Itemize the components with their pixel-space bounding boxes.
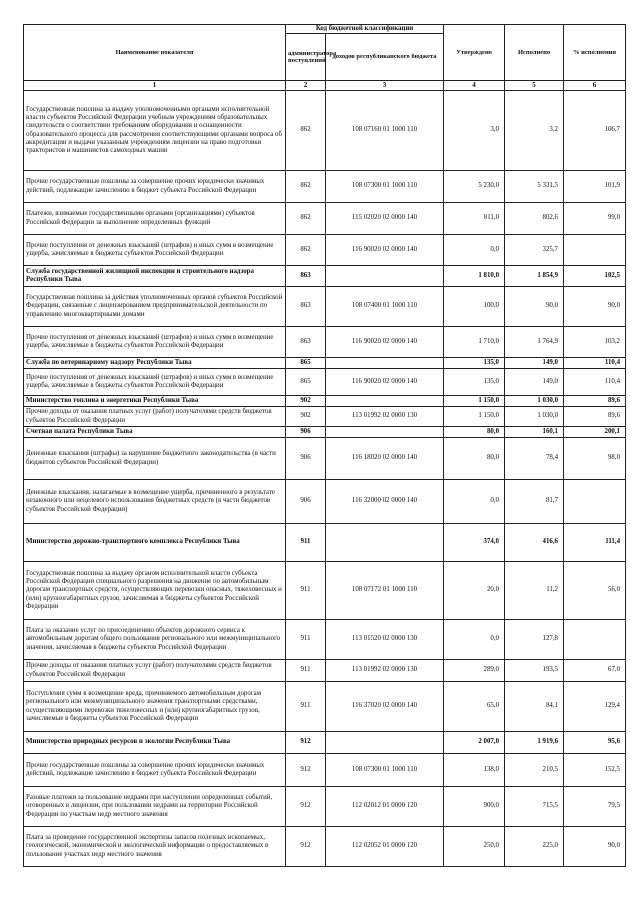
table-row-section [24, 524, 626, 562]
row-name: Прочие поступления от денежных взысканий (штрафов) и иных сумм в возмещение ущерба, зачисляемые в бюджеты субъектов Российской Федерации [24, 235, 286, 266]
header-approved: Утверждено [444, 25, 505, 81]
row-percent: 110,4 [564, 358, 626, 369]
row-name: Министерство топлива и энергетики Республики Тыва [24, 396, 286, 407]
row-name: Прочие государственные пошлины за совершение прочих юридически значимых действий, подлежащие зачислению в бюджет субъекта Российской Федерации [24, 754, 286, 787]
row-done: 1 854,9 [505, 266, 564, 287]
row-admin-code: 862 [286, 171, 326, 203]
row-approved: 0,0 [444, 480, 505, 524]
row-name: Министерство природных ресурсов и экологии Республики Тыва [24, 732, 286, 754]
row-percent: 106,7 [564, 91, 626, 171]
table-row [24, 682, 626, 732]
row-admin-code: 911 [286, 562, 326, 620]
row-income-code [326, 732, 444, 754]
column-number: 1 [24, 81, 286, 91]
column-number: 5 [505, 81, 564, 91]
row-approved: 1 150,0 [444, 407, 505, 427]
row-approved: 20,0 [444, 562, 505, 620]
table-row-section [24, 358, 626, 369]
table-body [24, 91, 626, 867]
row-percent: 101,9 [564, 171, 626, 203]
row-admin-code: 862 [286, 91, 326, 171]
header-percent: % исполнения [564, 25, 626, 81]
row-name: Прочие поступления от денежных взысканий (штрафов) и иных сумм в возмещение ущерба, зачисляемые в бюджеты субъектов Российской Федерации [24, 369, 286, 396]
row-admin-code: 865 [286, 358, 326, 369]
row-name: Прочие поступления от денежных взысканий (штрафов) и иных сумм в возмещение ущерба, зачисляемые в бюджеты субъектов Российской Федерации [24, 327, 286, 358]
row-income-code [326, 396, 444, 407]
header-admin: администратора поступлений [286, 34, 326, 81]
row-percent: 95,6 [564, 732, 626, 754]
row-income-code: 108 07160 01 1000 110 [326, 91, 444, 171]
row-approved: 1 810,0 [444, 266, 505, 287]
row-income-code: 116 90020 02 0000 140 [326, 235, 444, 266]
row-done: 127,8 [505, 620, 564, 660]
row-done: 193,5 [505, 660, 564, 682]
row-done: 225,0 [505, 827, 564, 867]
row-admin-code: 912 [286, 827, 326, 867]
table-row-section [24, 266, 626, 287]
row-percent: 102,5 [564, 266, 626, 287]
row-done: 1 030,0 [505, 407, 564, 427]
row-income-code: 116 18020 02 0000 140 [326, 438, 444, 480]
row-admin-code: 902 [286, 407, 326, 427]
row-percent: 110,4 [564, 369, 626, 396]
table-row-section [24, 396, 626, 407]
row-name: Прочие государственные пошлины за совершение прочих юридически значимых действий, подлежащие зачислению в бюджет субъекта Российской Федерации [24, 171, 286, 203]
column-number: 6 [564, 81, 626, 91]
row-approved: 80,0 [444, 427, 505, 438]
row-percent: 98,0 [564, 438, 626, 480]
row-approved: 5 230,0 [444, 171, 505, 203]
row-approved: 2 007,0 [444, 732, 505, 754]
row-approved: 811,0 [444, 203, 505, 235]
table-row [24, 480, 626, 524]
table-row-section [24, 732, 626, 754]
row-done: 1 919,6 [505, 732, 564, 754]
row-income-code [326, 524, 444, 562]
row-name: Министерство дорожно-транспортного комплекса Республики Тыва [24, 524, 286, 562]
row-approved: 80,0 [444, 438, 505, 480]
row-admin-code: 862 [286, 235, 326, 266]
row-done: 84,1 [505, 682, 564, 732]
row-approved: 0,0 [444, 620, 505, 660]
row-percent: 89,6 [564, 396, 626, 407]
row-approved: 900,0 [444, 787, 505, 827]
row-done: 11,2 [505, 562, 564, 620]
row-income-code: 116 90020 02 0000 140 [326, 327, 444, 358]
row-admin-code: 863 [286, 327, 326, 358]
row-done: 210,5 [505, 754, 564, 787]
row-approved: 0,0 [444, 235, 505, 266]
table-row [24, 171, 626, 203]
row-admin-code: 863 [286, 287, 326, 327]
row-approved: 135,0 [444, 358, 505, 369]
table-row [24, 91, 626, 171]
row-name: Плата за оказание услуг по присоединению объектов дорожного сервиса к автомобильным дорогам общего пользования регионального или межмуниципального значения, зачисляемая в бюджеты субъектов Российской Федерации [24, 620, 286, 660]
row-done: 90,0 [505, 287, 564, 327]
row-name: Прочие доходы от оказания платных услуг (работ) получателями средств бюджетов субъектов Российской Федерации [24, 407, 286, 427]
row-admin-code: 912 [286, 754, 326, 787]
row-admin-code: 911 [286, 682, 326, 732]
column-number: 3 [326, 81, 444, 91]
column-number: 2 [286, 81, 326, 91]
row-income-code: 108 07172 01 1000 110 [326, 562, 444, 620]
row-admin-code: 906 [286, 438, 326, 480]
row-income-code [326, 266, 444, 287]
row-admin-code: 911 [286, 524, 326, 562]
row-admin-code: 902 [286, 396, 326, 407]
row-income-code: 112 02012 01 0000 120 [326, 787, 444, 827]
row-approved: 1 150,0 [444, 396, 505, 407]
row-percent [564, 480, 626, 524]
row-income-code [326, 427, 444, 438]
row-admin-code: 865 [286, 369, 326, 396]
row-name: Счетная палата Республики Тыва [24, 427, 286, 438]
row-admin-code: 912 [286, 732, 326, 754]
row-percent: 152,5 [564, 754, 626, 787]
budget-execution-table [23, 24, 626, 867]
header-done: Исполнено [505, 25, 564, 81]
table-row [24, 235, 626, 266]
row-income-code: 108 07300 01 1000 110 [326, 171, 444, 203]
row-name: Денежные взыскания (штрафы) за нарушение бюджетного законодательства (в части бюджетов субъектов Российской Федерации) [24, 438, 286, 480]
table-row [24, 660, 626, 682]
row-admin-code: 912 [286, 787, 326, 827]
row-percent: 90,0 [564, 287, 626, 327]
table-row [24, 562, 626, 620]
row-approved: 374,0 [444, 524, 505, 562]
row-name: Платежи, взимаемые государственными органами (организациями) субъектов Российской Федерации за выполнение определенных функций [24, 203, 286, 235]
row-admin-code: 863 [286, 266, 326, 287]
table-row [24, 787, 626, 827]
table-row [24, 620, 626, 660]
row-admin-code: 911 [286, 620, 326, 660]
row-income-code: 112 02052 01 0000 120 [326, 827, 444, 867]
table-row [24, 327, 626, 358]
row-percent [564, 235, 626, 266]
row-percent: 79,5 [564, 787, 626, 827]
row-percent: 89,6 [564, 407, 626, 427]
row-name: Денежные взыскания, налагаемые в возмещение ущерба, причиненного в результате незаконного или нецелевого использования бюджетных средств (в части бюджетов субъектов Российской Федерации) [24, 480, 286, 524]
row-done: 325,7 [505, 235, 564, 266]
row-income-code: 116 37020 02 0000 140 [326, 682, 444, 732]
row-done: 1 764,9 [505, 327, 564, 358]
row-percent: 56,0 [564, 562, 626, 620]
row-done: 160,1 [505, 427, 564, 438]
row-admin-code: 906 [286, 480, 326, 524]
row-done: 715,5 [505, 787, 564, 827]
row-done: 5 331,5 [505, 171, 564, 203]
row-admin-code: 911 [286, 660, 326, 682]
header-name: Наименование показателя [24, 25, 286, 81]
row-done: 1 030,0 [505, 396, 564, 407]
row-approved: 138,0 [444, 754, 505, 787]
row-done: 78,4 [505, 438, 564, 480]
header-income-code: доходов республиканского бюджета [326, 34, 444, 81]
row-done: 416,6 [505, 524, 564, 562]
row-approved: 100,0 [444, 287, 505, 327]
row-approved: 1 710,0 [444, 327, 505, 358]
row-percent [564, 620, 626, 660]
table-row [24, 754, 626, 787]
row-income-code: 115 02020 02 0000 140 [326, 203, 444, 235]
budget-report-sheet [23, 24, 625, 898]
row-income-code: 108 07300 01 1000 110 [326, 754, 444, 787]
row-income-code: 113 01992 02 0000 130 [326, 407, 444, 427]
row-income-code [326, 358, 444, 369]
row-name: Служба государственной жилищной инспекции и строительного надзора Республики Тыва [24, 266, 286, 287]
table-row [24, 407, 626, 427]
column-number: 4 [444, 81, 505, 91]
row-done: 149,0 [505, 358, 564, 369]
row-done: 802,6 [505, 203, 564, 235]
row-income-code: 116 32000 02 0000 140 [326, 480, 444, 524]
row-name: Поступления сумм в возмещение вреда, причиняемого автомобильным дорогам регионального или межмуниципального значения транспортными средствами, осуществляющими перевозки тяжеловесных и (или) крупногабаритных грузов, зачисляемые в бюджеты субъектов Российской Федерации [24, 682, 286, 732]
row-percent: 200,1 [564, 427, 626, 438]
table-row [24, 369, 626, 396]
row-admin-code: 906 [286, 427, 326, 438]
row-name: Разовые платежи за пользование недрами при наступлении определенных событий, оговоренных в лицензии, при пользовании недрами на территории Российской Федерации по участкам недр местного значения [24, 787, 286, 827]
row-approved: 65,0 [444, 682, 505, 732]
row-approved: 289,0 [444, 660, 505, 682]
row-name: Плата за проведение государственной экспертизы запасов полезных ископаемых, геологической, экономической и экологической информации о предоставляемых в пользование участках недр местного значения [24, 827, 286, 867]
row-approved: 3,0 [444, 91, 505, 171]
row-percent: 67,0 [564, 660, 626, 682]
row-income-code: 116 90020 02 0000 140 [326, 369, 444, 396]
table-row [24, 438, 626, 480]
row-name: Прочие доходы от оказания платных услуг (работ) получателями средств бюджетов субъектов Российской Федерации [24, 660, 286, 682]
row-done: 149,0 [505, 369, 564, 396]
row-income-code: 113 01520 02 0000 130 [326, 620, 444, 660]
row-approved: 250,0 [444, 827, 505, 867]
row-income-code: 113 01992 02 0000 130 [326, 660, 444, 682]
row-percent: 129,4 [564, 682, 626, 732]
row-done: 3,2 [505, 91, 564, 171]
row-name: Государственная пошлина за выдачу уполномоченными органами исполнительной власти субъектов Российской Федерации учебным учреждениям образовательных свидетельств о соответствии требованиям оборудования и оснащенности образовательного процесса для рассмотрения соответствующими органами вопроса об аккредитации и выдачи указанным учреждениям лицензии на право подготовки трактористов и машинистов самоходных машин [24, 91, 286, 171]
row-income-code: 108 07400 01 1000 110 [326, 287, 444, 327]
row-percent: 103,2 [564, 327, 626, 358]
table-row [24, 287, 626, 327]
table-row [24, 203, 626, 235]
header-classification-group: Код бюджетной классификации [286, 25, 444, 34]
row-name: Государственная пошлина за выдачу органом исполнительной власти субъекта Российской Федерации специального разрешения на движение по автомобильным дорогам транспортных средств, осуществляющих перевозки опасных, тяжеловесных и (или) крупногабаритных грузов, зачисляемая в бюджеты субъектов Российской Федерации [24, 562, 286, 620]
row-done: 81,7 [505, 480, 564, 524]
row-percent: 99,0 [564, 203, 626, 235]
row-percent: 90,0 [564, 827, 626, 867]
row-admin-code: 862 [286, 203, 326, 235]
row-name: Служба по ветеринарному надзору Республики Тыва [24, 358, 286, 369]
row-name: Государственная пошлина за действия уполномоченных органов субъектов Российской Федерации, связанные с лицензированием предпринимательской деятельности по управлению многоквартирными домами [24, 287, 286, 327]
table-row [24, 827, 626, 867]
row-approved: 135,0 [444, 369, 505, 396]
table-row-section [24, 427, 626, 438]
row-percent: 111,4 [564, 524, 626, 562]
